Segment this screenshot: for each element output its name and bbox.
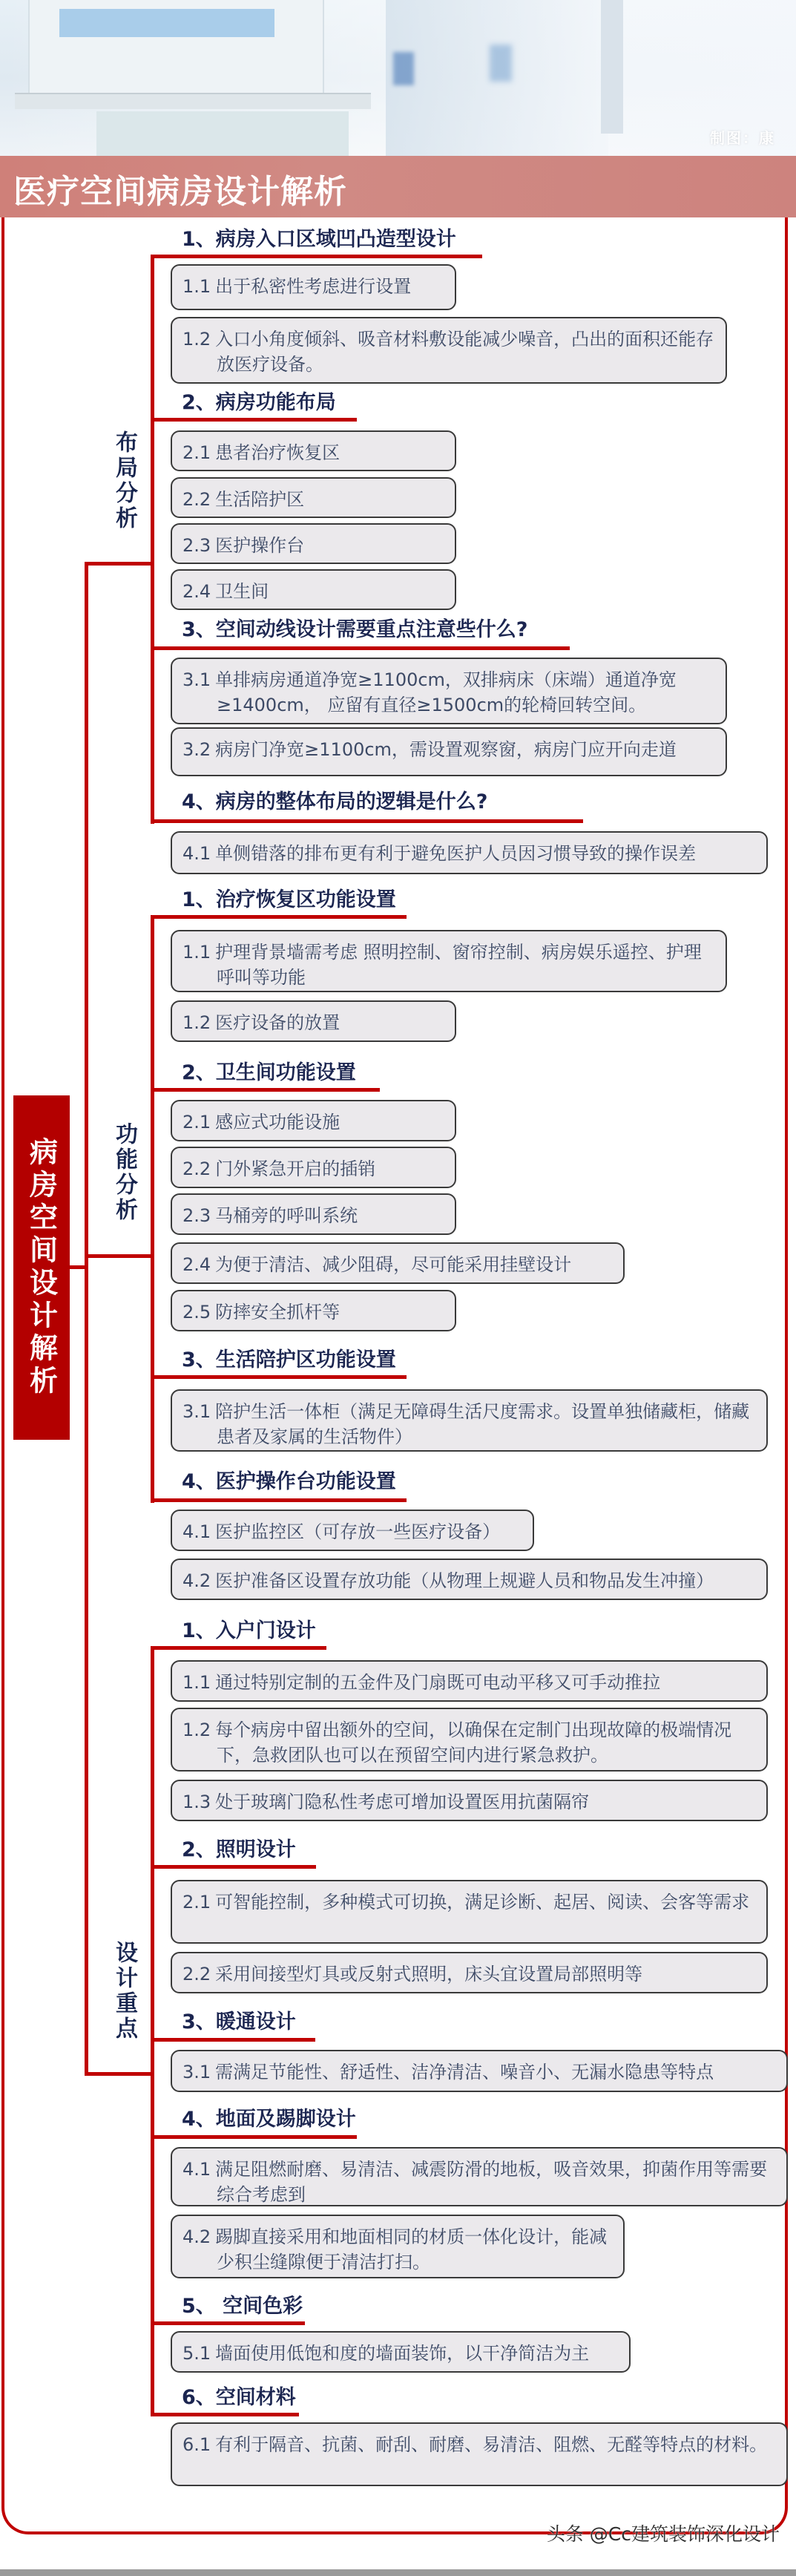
header-photo bbox=[0, 0, 796, 156]
list-item: 2.2 采用间接型灯具或反射式照明，床头宜设置局部照明等 bbox=[171, 1952, 768, 1993]
list-item: 1.1 护理背景墙需考虑 照明控制、窗帘控制、病房娱乐遥控、护理呼叫等功能 bbox=[171, 930, 727, 992]
group-heading: 1、入户门设计 bbox=[182, 1619, 316, 1642]
connector-line bbox=[85, 2072, 153, 2076]
list-item: 6.1 有利于隔音、抗菌、耐刮、耐磨、易清洁、阻燃、无醛等特点的材料。 bbox=[171, 2422, 788, 2486]
list-item: 2.3 医护操作台 bbox=[171, 523, 456, 564]
heading-underline bbox=[151, 1865, 316, 1869]
root-label: 病房空间设计解析 bbox=[24, 1137, 58, 1398]
list-item: 2.1 患者治疗恢复区 bbox=[171, 430, 456, 471]
blurred-figure-graphic bbox=[490, 45, 512, 82]
list-item: 3.1 陪护生活一体柜（满足无障碍生活尺度需求。设置单独储藏柜，储藏患者及家属的生活物件） bbox=[171, 1389, 768, 1452]
connector-line bbox=[85, 1254, 153, 1258]
group-heading: 4、病房的整体布局的逻辑是什么? bbox=[182, 790, 488, 813]
list-item: 3.2 病房门净宽≥1100cm，需设置观察窗，病房门应开向走道 bbox=[171, 727, 727, 776]
heading-underline bbox=[151, 1375, 407, 1379]
list-item: 2.2 生活陪护区 bbox=[171, 477, 456, 518]
list-item: 2.5 防摔安全抓杆等 bbox=[171, 1290, 456, 1331]
bed-screen-graphic bbox=[59, 9, 274, 37]
list-item: 3.1 需满足节能性、舒适性、洁净清洁、噪音小、无漏水隐患等特点 bbox=[171, 2050, 788, 2092]
heading-underline bbox=[151, 418, 357, 422]
watermark: 头条 @Cc建筑装饰深化设计 bbox=[546, 2523, 780, 2545]
heading-underline bbox=[151, 1646, 326, 1650]
image-credit: 制图：康 bbox=[710, 129, 775, 147]
list-item: 2.4 卫生间 bbox=[171, 569, 456, 610]
list-item: 2.1 感应式功能设施 bbox=[171, 1100, 456, 1141]
door-graphic bbox=[601, 0, 623, 134]
list-item: 1.2 每个病房中留出额外的空间，以确保在定制门出现故障的极端情况下，急救团队也可以在预留空间内进行紧急救护。 bbox=[171, 1708, 768, 1772]
list-item: 1.2 医疗设备的放置 bbox=[171, 1000, 456, 1042]
list-item: 2.4 为便于清洁、减少阻碍，尽可能采用挂壁设计 bbox=[171, 1242, 625, 1284]
heading-underline bbox=[151, 2321, 305, 2325]
bed-base-graphic bbox=[96, 111, 349, 156]
heading-underline bbox=[151, 1498, 407, 1502]
list-item: 4.2 医护准备区设置存放功能（从物理上规避人员和物品发生冲撞） bbox=[171, 1559, 768, 1600]
list-item: 4.1 满足阻燃耐磨、易清洁、减震防滑的地板，吸音效果，抑菌作用等需要综合考虑到 bbox=[171, 2147, 788, 2206]
list-item: 4.2 踢脚直接采用和地面相同的材质一体化设计，能减少积尘缝隙便于清洁打扫。 bbox=[171, 2215, 625, 2278]
group-heading: 2、卫生间功能设置 bbox=[182, 1061, 356, 1084]
bed-frame-graphic bbox=[15, 93, 371, 109]
root-label-box bbox=[13, 1095, 70, 1440]
group-heading: 6、空间材料 bbox=[182, 2386, 296, 2409]
list-item: 4.1 医护监控区（可存放一些医疗设备） bbox=[171, 1510, 534, 1551]
group-heading: 2、病房功能布局 bbox=[182, 391, 336, 414]
connector-line bbox=[151, 917, 154, 1503]
list-item: 1.3 处于玻璃门隐私性考虑可增加设置医用抗菌隔帘 bbox=[171, 1780, 768, 1821]
bottom-edge bbox=[0, 2569, 796, 2576]
group-heading: 3、空间动线设计需要重点注意些什么? bbox=[182, 618, 528, 641]
heading-underline bbox=[151, 2135, 357, 2139]
list-item: 2.1 可智能控制，多种模式可切换，满足诊断、起居、阅读、会客等需求 bbox=[171, 1880, 768, 1944]
heading-underline bbox=[151, 255, 482, 258]
section-label-function: 功能分析 bbox=[111, 1122, 137, 1223]
group-heading: 4、医护操作台功能设置 bbox=[182, 1470, 396, 1493]
group-heading: 2、照明设计 bbox=[182, 1838, 296, 1861]
group-heading: 1、病房入口区域凹凸造型设计 bbox=[182, 228, 456, 251]
group-heading: 5、 空间色彩 bbox=[182, 2295, 303, 2318]
connector-line bbox=[151, 1648, 154, 2416]
group-heading: 1、治疗恢复区功能设置 bbox=[182, 888, 396, 911]
group-heading: 4、地面及踢脚设计 bbox=[182, 2108, 356, 2131]
section-label-layout: 布局分析 bbox=[111, 430, 137, 531]
list-item: 1.1 出于私密性考虑进行设置 bbox=[171, 264, 456, 310]
heading-underline bbox=[151, 915, 407, 919]
list-item: 1.1 通过特别定制的五金件及门扇既可电动平移又可手动推拉 bbox=[171, 1660, 768, 1702]
section-label-design-focus: 设计重点 bbox=[111, 1941, 137, 2042]
group-heading: 3、生活陪护区功能设置 bbox=[182, 1348, 396, 1371]
connector-line bbox=[151, 256, 154, 824]
page-title: 医疗空间病房设计解析 bbox=[13, 173, 347, 211]
list-item: 2.2 门外紧急开启的插销 bbox=[171, 1147, 456, 1188]
connector-line bbox=[85, 562, 88, 2076]
heading-underline bbox=[151, 1088, 380, 1092]
list-item: 4.1 单侧错落的排布更有利于避免医护人员因习惯导致的操作误差 bbox=[171, 831, 768, 874]
heading-underline bbox=[151, 819, 583, 823]
list-item: 5.1 墙面使用低饱和度的墙面装饰，以干净简洁为主 bbox=[171, 2331, 631, 2373]
group-heading: 3、暖通设计 bbox=[182, 2010, 296, 2033]
connector-line bbox=[85, 562, 153, 566]
heading-underline bbox=[151, 2413, 299, 2416]
heading-underline bbox=[151, 2038, 315, 2042]
heading-underline bbox=[151, 646, 570, 650]
list-item: 1.2 入口小角度倾斜、吸音材料敷设能减少噪音，凸出的面积还能存放医疗设备。 bbox=[171, 317, 727, 384]
list-item: 2.3 马桶旁的呼叫系统 bbox=[171, 1193, 456, 1235]
blurred-figure-graphic bbox=[393, 52, 414, 85]
list-item: 3.1 单排病房通道净宽≥1100cm，双排病床（床端）通道净宽≥1400cm， 应留有直径≥1500cm的轮椅回转空间。 bbox=[171, 658, 727, 724]
